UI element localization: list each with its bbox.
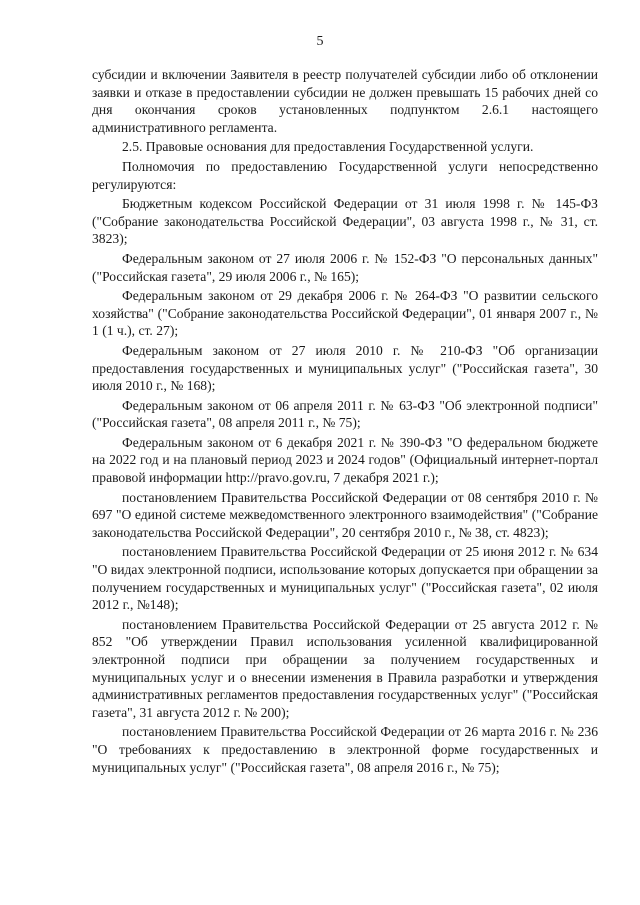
paragraph-decree-852: постановлением Правительства Российской Федерации от 25 августа 2012 г. № 852 "Об утверждении Правил использования усиленной квалифицированной электронной подписи при обращении за получением государственных и муниципальных услуг и о внесении изменения в Правила разработки и утверждения административных регламентов предоставления государственных услуг" ("Российская газета", 31 августа 2012 г. № 200);	[92, 616, 598, 720]
paragraph-law-390: Федеральным законом от 6 декабря 2021 г. № 390-ФЗ "О федеральном бюджете на 2022 год и на плановый период 2023 и 2024 годов" (Официальный интернет-портал правовой информации http://pravo.gov.ru, 7 декабря 2021 г.);	[92, 434, 598, 486]
paragraph-decree-236: постановлением Правительства Российской Федерации от 26 марта 2016 г. № 236 "О требованиях к предоставлению в электронной форме государственных и муниципальных услуг" ("Российская газета", 08 апреля 2016 г., № 75);	[92, 724, 598, 775]
paragraph-law-264: Федеральным законом от 29 декабря 2006 г. № 264-ФЗ "О развитии сельского хозяйства" ("Собрание законодательства Российской Федерации", 01 января 2007 г., № 1 (1 ч.), ст. 27);	[92, 288, 598, 339]
paragraph-intro: Полномочия по предоставлению Государственной услуги непосредственно регулируются:	[92, 158, 598, 192]
page-number: 5	[316, 34, 324, 49]
paragraph-continuation: субсидии и включении Заявителя в реестр получателей субсидии либо об отклонении заявки и отказе в предоставлении субсидии не должен превышать 15 рабочих дней со дня окончания сроков установленных подпунктом 2.6.1 настоящего административного регламента.	[92, 67, 598, 135]
paragraph-law-152: Федеральным законом от 27 июля 2006 г. № 152-ФЗ "О персональных данных" ("Российская газета", 29 июля 2006 г., № 165);	[92, 250, 598, 284]
paragraph-decree-634: постановлением Правительства Российской Федерации от 25 июня 2012 г. № 634 "О видах электронной подписи, использование которых допускается при обращении за получением государственных и муниципальных услуг" ("Российская газета", 02 июля 2012 г., №148);	[92, 544, 598, 613]
section-heading-2-5: 2.5. Правовые основания для предоставления Государственной услуги.	[122, 139, 534, 155]
paragraph-budget-code: Бюджетным кодексом Российской Федерации от 31 июля 1998 г. № 145-ФЗ ("Собрание законодательства Российской Федерации", 03 августа 1998 г., № 31, ст. 3823);	[92, 196, 598, 247]
paragraph-law-63: Федеральным законом от 06 апреля 2011 г. № 63-ФЗ "Об электронной подписи" ("Российская газета", 08 апреля 2011 г., № 75);	[92, 397, 598, 431]
paragraph-decree-697: постановлением Правительства Российской Федерации от 08 сентября 2010 г. № 697 "О единой системе межведомственного электронного взаимодействия" ("Собрание законодательства Российской Федерации", 20 сентября 2010 г., № 38, ст. 4823);	[92, 489, 598, 540]
document-body	[92, 66, 598, 778]
paragraph-law-210: Федеральным законом от 27 июля 2010 г. № 210-ФЗ "Об организации предоставления государственных и муниципальных услуг" ("Российская газета", 30 июля 2010 г., № 168);	[92, 342, 598, 394]
